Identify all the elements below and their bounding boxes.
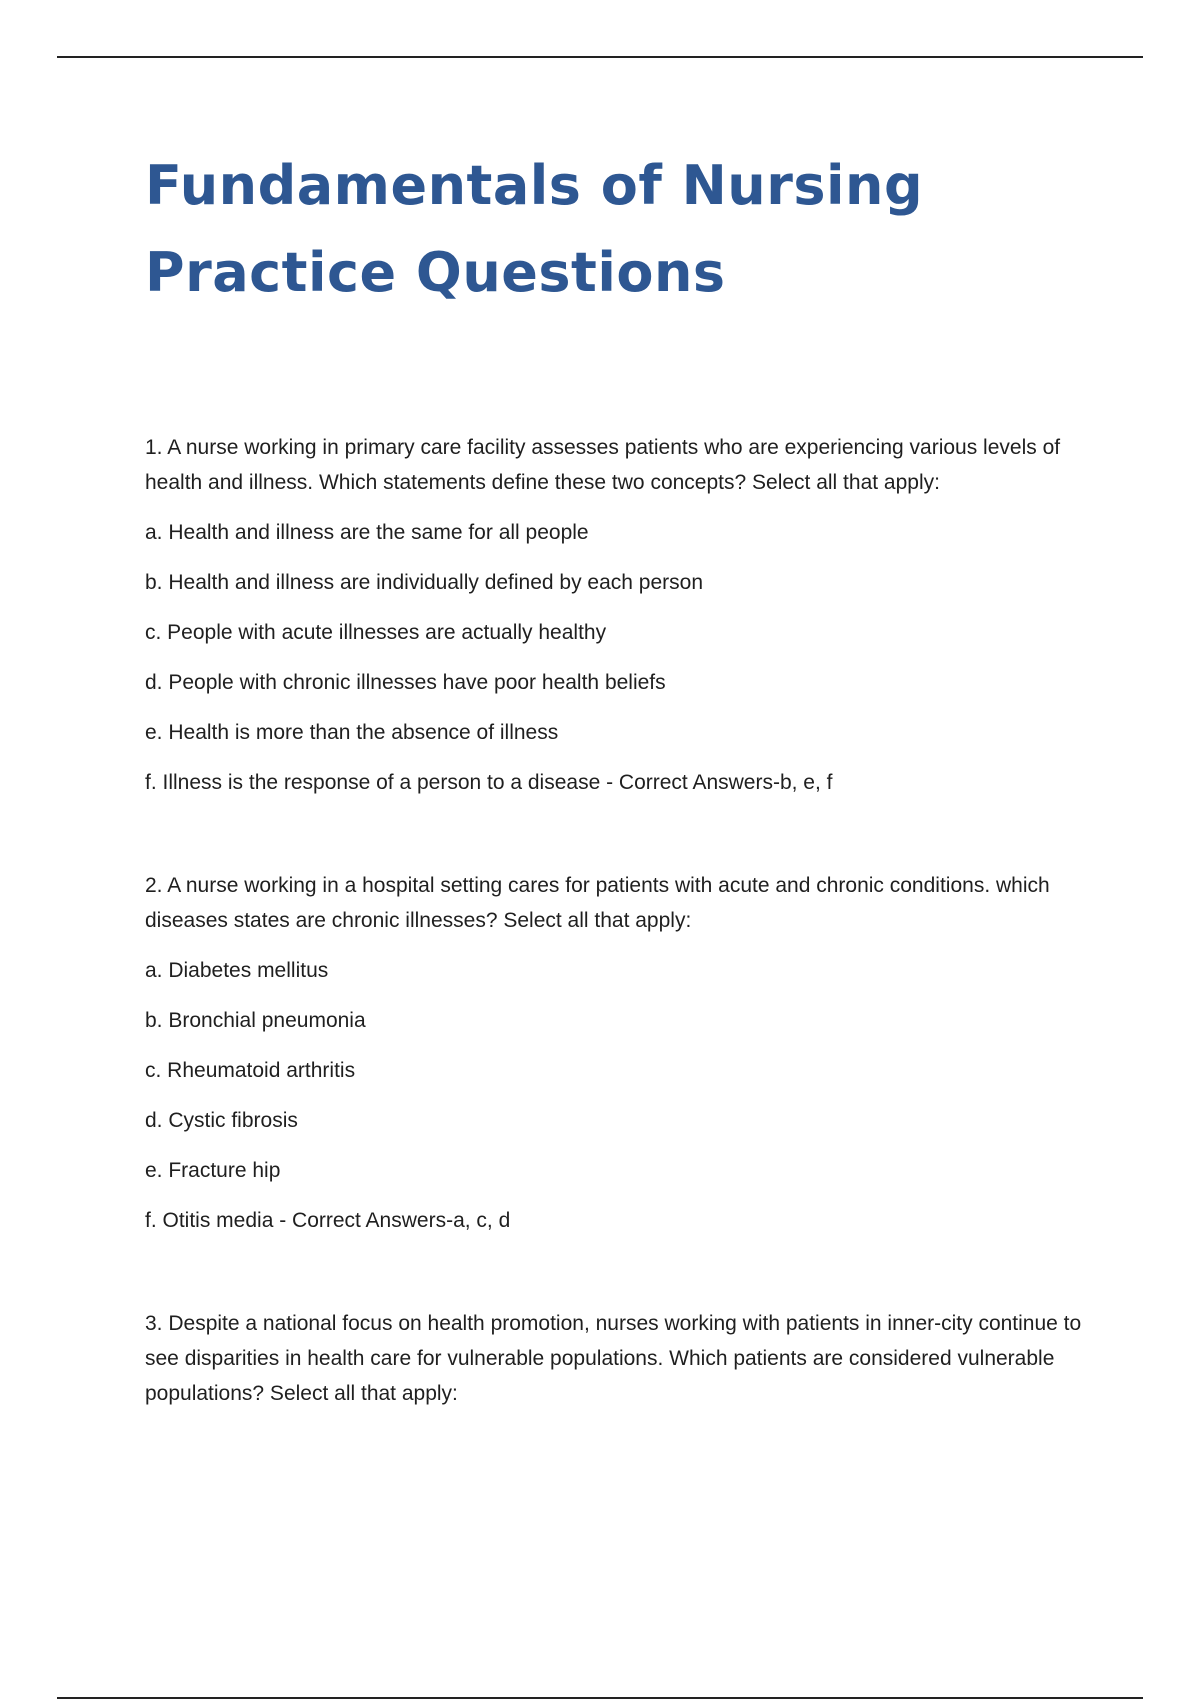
question-2 xyxy=(145,868,1095,1238)
question-text: 1. A nurse working in primary care facility assesses patients who are experiencing various levels of health and illness. Which statements define these two concepts? Select all that apply: xyxy=(145,436,1061,494)
answer-option-with-correct-answers: f. Illness is the response of a person to a disease - Correct Answers-b, e, f xyxy=(145,771,833,794)
answer-option: b. Bronchial pneumonia xyxy=(145,1009,366,1032)
questions-list xyxy=(145,430,1095,1426)
answer-option: e. Fracture hip xyxy=(145,1159,281,1182)
answer-option-with-correct-answers: f. Otitis media - Correct Answers-a, c, d xyxy=(145,1209,511,1232)
answer-option: c. Rheumatoid arthritis xyxy=(145,1059,356,1082)
answer-option: b. Health and illness are individually defined by each person xyxy=(145,571,704,594)
question-1 xyxy=(145,430,1095,800)
answer-option: a. Diabetes mellitus xyxy=(145,959,329,982)
answer-option: a. Health and illness are the same for all people xyxy=(145,521,589,544)
answer-option: c. People with acute illnesses are actually healthy xyxy=(145,621,607,644)
answer-option: d. People with chronic illnesses have poor health beliefs xyxy=(145,671,666,694)
answer-option: d. Cystic fibrosis xyxy=(145,1109,298,1132)
bottom-rule xyxy=(57,1697,1143,1699)
question-text: 2. A nurse working in a hospital setting cares for patients with acute and chronic conditions. which diseases states are chronic illnesses? Select all that apply: xyxy=(145,874,1050,932)
document-title: Fundamentals of Nursing Practice Questions xyxy=(145,154,924,304)
top-rule xyxy=(57,56,1143,58)
question-3 xyxy=(145,1306,1095,1411)
question-text: 3. Despite a national focus on health promotion, nurses working with patients in inner-city continue to see disparities in health care for vulnerable populations. Which patients are considered vulnerable populations? Select all that apply: xyxy=(145,1312,1082,1405)
answer-option: e. Health is more than the absence of illness xyxy=(145,721,559,744)
